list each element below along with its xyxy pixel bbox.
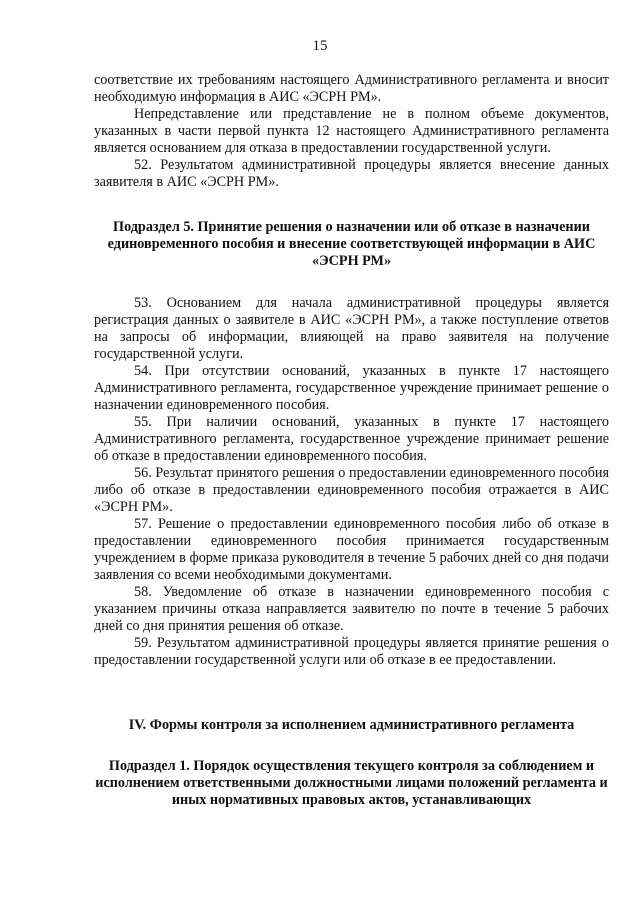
spacer (94, 669, 609, 717)
subsection-1-heading: Подраздел 1. Порядок осуществления текущего контроля за соблюдением и исполнением ответственными должностными лицами положений регламента и иных нормативных правовых актов, устанавливающих (95, 758, 608, 808)
paragraph-continuation: соответствие их требованиям настоящего Административного регламента и вносит необходимую информация в АИС «ЭСРН РМ». (94, 72, 609, 105)
section-iv-heading: IV. Формы контроля за исполнением административного регламента (128, 717, 575, 733)
paragraph-52: 52. Результатом административной процедуры является внесение данных заявителя в АИС «ЭСРН РМ». (94, 157, 609, 190)
page-number: 15 (312, 38, 328, 54)
spacer (94, 270, 609, 295)
paragraph-54: 54. При отсутствии оснований, указанных в пункте 17 настоящего Административного регламента, государственное учреждение принимает решение о назначении единовременного пособия. (94, 363, 609, 413)
paragraph-56: 56. Результат принятого решения о предоставлении единовременного пособия либо об отказе в предоставлении единовременного пособия отражается в АИС «ЭСРН РМ». (94, 465, 609, 515)
document-body (94, 72, 609, 809)
paragraph-nonsubmission: Непредставление или представление не в полном объеме документов, указанных в части первой пункта 12 настоящего Административного регламента является основанием для отказа в предоставлении государственной услуги. (94, 106, 609, 156)
paragraph-57: 57. Решение о предоставлении единовременного пособия либо об отказе в предоставлении единовременного пособия принимается государственным учреждением в форме приказа руководителя в течение 5 рабочих дней со дня подачи заявления со всеми необходимыми документами. (94, 516, 609, 583)
paragraph-53: 53. Основанием для начала административной процедуры является регистрация данных о заявителе в АИС «ЭСРН РМ», а также поступление ответов на запросы об информации, влияющей на право заявителя на получение государственной услуги. (94, 295, 609, 362)
subsection-5-heading: Подраздел 5. Принятие решения о назначении или об отказе в назначении единовременного пособия и внесение соответствующей информации в АИС «ЭСРН РМ» (107, 219, 596, 269)
paragraph-58: 58. Уведомление об отказе в назначении единовременного пособия с указанием причины отказа направляется заявителю по почте в течение 5 рабочих дней со дня принятия решения об отказе. (94, 584, 609, 634)
spacer (94, 734, 609, 758)
paragraph-55: 55. При наличии оснований, указанных в пункте 17 настоящего Административного регламента, государственное учреждение принимает решение об отказе в предоставлении единовременного пособия. (94, 414, 609, 464)
spacer (94, 191, 609, 219)
paragraph-59: 59. Результатом административной процедуры является принятие решения о предоставлении государственной услуги или об отказе в ее предоставлении. (94, 635, 609, 668)
